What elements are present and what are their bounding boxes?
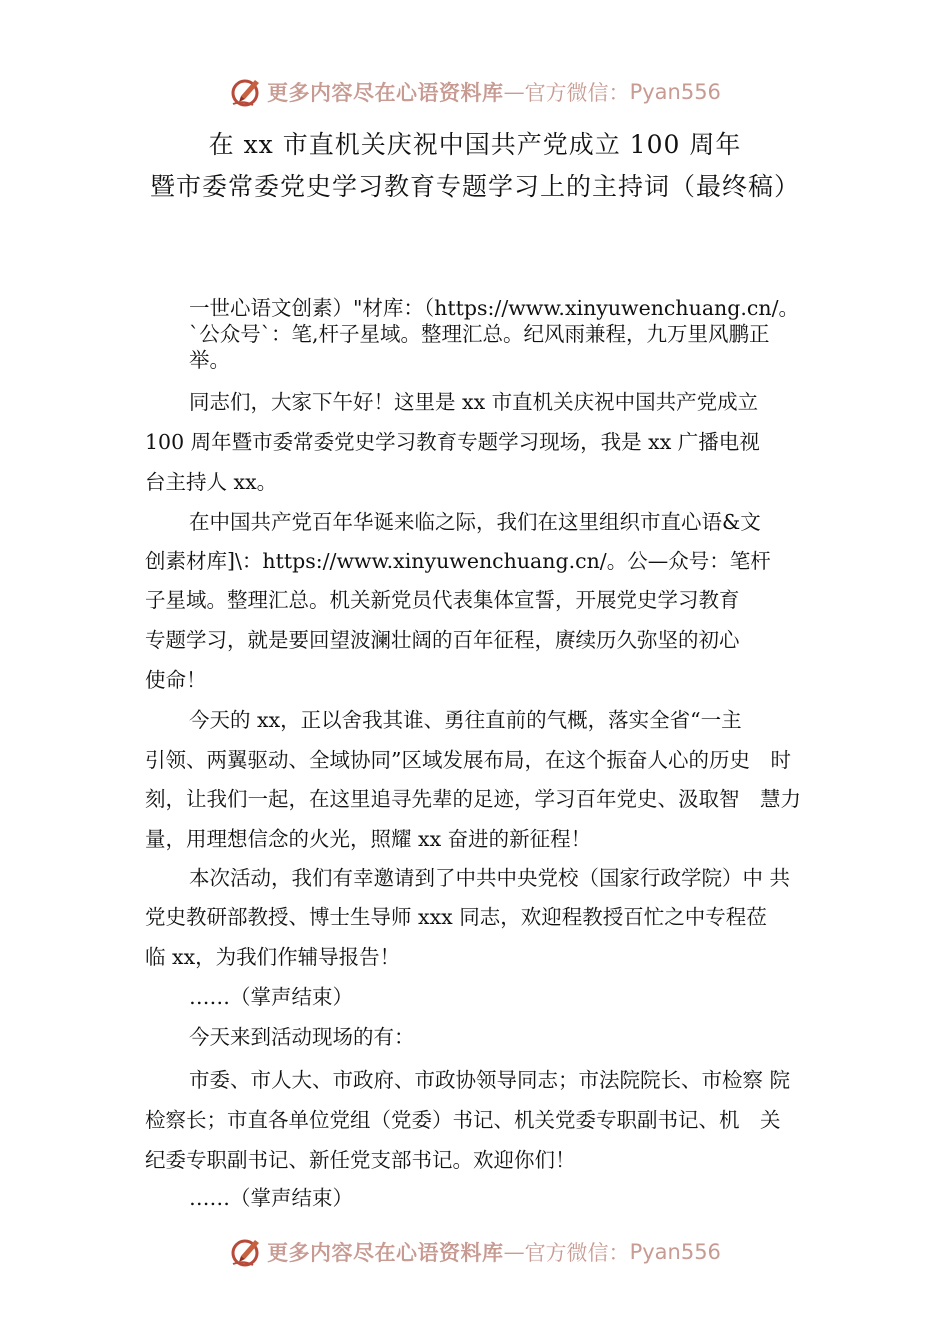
banner-weixin-label: 官方微信： [524, 1241, 630, 1265]
body-line: ……（掌声结束） [189, 985, 353, 1009]
banner-separator: — [503, 1240, 525, 1264]
document-title-line-1: 在 xx 市直机关庆祝中国共产党成立 100 周年 [208, 130, 742, 159]
body-line: 在中国共产党百年华诞来临之际，我们在这里组织市直心语&文 [189, 510, 761, 534]
body-line: 台主持人 xx。 [145, 470, 278, 494]
body-line: 临 xx，为我们作辅导报告！ [145, 945, 401, 969]
body-line: 同志们，大家下午好！这里是 xx 市直机关庆祝中国共产党成立 [189, 390, 759, 414]
body-line: ……（掌声结束） [189, 1186, 353, 1210]
banner-text: 更多内容尽在心语资料库 [267, 80, 504, 105]
body-line: 检察长；市直各单位党组（党委）书记、机关党委专职副书记、机 关 [145, 1108, 781, 1132]
body-line: 使命！ [145, 668, 207, 692]
body-line: 子星域。整理汇总。机关新党员代表集体宣誓，开展党史学习教育 [145, 588, 740, 612]
body-line: 专题学习，就是要回望波澜壮阔的百年征程，赓续历久弥坚的初心 [145, 628, 740, 652]
banner-text: 更多内容尽在心语资料库 [267, 1240, 504, 1265]
body-line: 市委、市人大、市政府、市政协领导同志；市法院院长、市检察 院 [189, 1068, 791, 1092]
banner-weixin-label: 官方微信： [524, 81, 630, 105]
body-line: 今天的 xx，正以舍我其谁、勇往直前的气概，落实全省“一主 [189, 708, 742, 732]
body-line: 一世心语文创素）"材库：（https://www.xinyuwenchuang.cn/。 [189, 296, 799, 320]
banner-account: Pyan556 [629, 80, 721, 104]
header-banner [0, 72, 950, 112]
body-line: 100 周年暨市委常委党史学习教育专题学习现场，我是 xx 广播电视 [145, 430, 760, 454]
body-line: 量，用理想信念的火光，照耀 xx 奋进的新征程！ [145, 827, 592, 851]
body-line: 举。 [189, 348, 230, 372]
body-line: 今天来到活动现场的有： [189, 1025, 415, 1049]
pen-logo-icon [229, 74, 265, 110]
banner-separator: — [503, 80, 525, 104]
body-line: 刻，让我们一起，在这里追寻先辈的足迹，学习百年党史、汲取智 慧力 [145, 787, 801, 811]
body-line: 引领、两翼驱动、全域协同”区域发展布局，在这个振奋人心的历史 时 [145, 748, 791, 772]
body-line: `公众号`：笔,杆子星域。整理汇总。纪风雨兼程，九万里风鹏正 [189, 322, 770, 346]
body-line: 纪委专职副书记、新任党支部书记。欢迎你们！ [145, 1148, 576, 1172]
pen-logo-icon [229, 1234, 265, 1270]
body-line: 本次活动，我们有幸邀请到了中共中央党校（国家行政学院）中 共 [189, 866, 791, 890]
banner-account: Pyan556 [629, 1240, 721, 1264]
body-line: 党史教研部教授、博士生导师 xxx 同志，欢迎程教授百忙之中专程莅 [145, 905, 767, 929]
footer-banner [0, 1232, 950, 1272]
document-title-line-2: 暨市委常委党史学习教育专题学习上的主持词（最终稿） [149, 172, 800, 201]
body-line: 创素材库]\：https://www.xinyuwenchuang.cn/。公—众号：笔杆 [145, 549, 771, 573]
